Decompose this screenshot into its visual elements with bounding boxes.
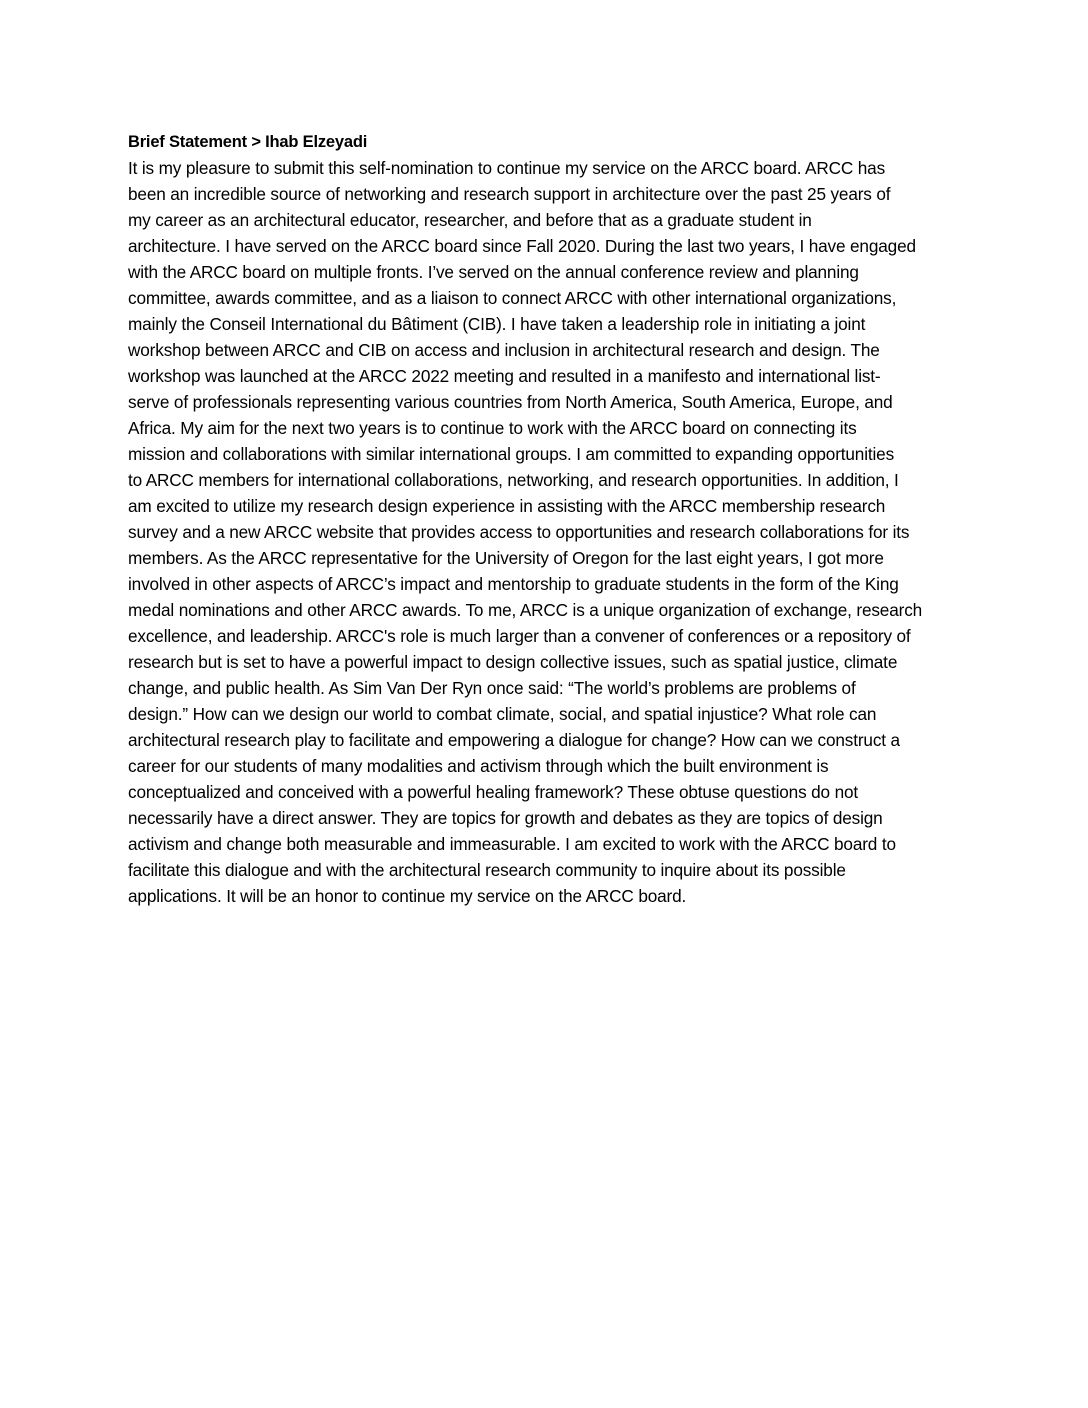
body-line: change, and public health. As Sim Van Der Ryn once said: “The world’s problems are problems of xyxy=(128,678,856,698)
statement-block xyxy=(128,129,1044,909)
body-line: architecture. I have served on the ARCC board since Fall 2020. During the last two years, I have engaged xyxy=(128,236,916,256)
body-line: medal nominations and other ARCC awards. To me, ARCC is a unique organization of exchange, research xyxy=(128,600,923,620)
body-line: research but is set to have a powerful impact to design collective issues, such as spatial justice, climate xyxy=(128,652,898,672)
body-line: serve of professionals representing various countries from North America, South America, Europe, and xyxy=(128,392,893,412)
statement-body xyxy=(128,155,1044,909)
body-line: been an incredible source of networking and research support in architecture over the past 25 years of xyxy=(128,184,891,204)
body-line: with the ARCC board on multiple fronts. I’ve served on the annual conference review and planning xyxy=(128,262,859,282)
body-line: excellence, and leadership. ARCC's role is much larger than a convener of conferences or a repository of xyxy=(128,626,911,646)
body-line: career for our students of many modalities and activism through which the built environment is xyxy=(128,756,829,776)
body-line: my career as an architectural educator, researcher, and before that as a graduate student in xyxy=(128,210,812,230)
body-line: workshop was launched at the ARCC 2022 meeting and resulted in a manifesto and international list- xyxy=(128,366,881,386)
body-line: am excited to utilize my research design experience in assisting with the ARCC membership research xyxy=(128,496,886,516)
body-line: members. As the ARCC representative for the University of Oregon for the last eight years, I got more xyxy=(128,548,884,568)
body-line: necessarily have a direct answer. They are topics for growth and debates as they are topics of design xyxy=(128,808,883,828)
body-line: conceptualized and conceived with a powerful healing framework? These obtuse questions do not xyxy=(128,782,859,802)
body-line: design.” How can we design our world to combat climate, social, and spatial injustice? What role can xyxy=(128,704,877,724)
body-line: survey and a new ARCC website that provides access to opportunities and research collaborations for its xyxy=(128,522,910,542)
body-line: to ARCC members for international collaborations, networking, and research opportunities. In addition, I xyxy=(128,470,899,490)
body-line: activism and change both measurable and immeasurable. I am excited to work with the ARCC board to xyxy=(128,834,896,854)
body-line: Africa. My aim for the next two years is to continue to work with the ARCC board on connecting its xyxy=(128,418,857,438)
statement-heading: Brief Statement > Ihab Elzeyadi xyxy=(128,133,368,151)
body-line: facilitate this dialogue and with the architectural research community to inquire about its possible xyxy=(128,860,846,880)
body-line: involved in other aspects of ARCC’s impact and mentorship to graduate students in the form of the King xyxy=(128,574,899,594)
body-line: workshop between ARCC and CIB on access and inclusion in architectural research and design. The xyxy=(128,340,880,360)
body-line: committee, awards committee, and as a liaison to connect ARCC with other international organizations, xyxy=(128,288,897,308)
body-line: applications. It will be an honor to continue my service on the ARCC board. xyxy=(128,886,687,906)
body-line: It is my pleasure to submit this self-nomination to continue my service on the ARCC board. ARCC has xyxy=(128,158,886,178)
body-line: mainly the Conseil International du Bâtiment (CIB). I have taken a leadership role in initiating a joint xyxy=(128,314,866,334)
body-line: architectural research play to facilitate and empowering a dialogue for change? How can we construct a xyxy=(128,730,900,750)
body-line: mission and collaborations with similar international groups. I am committed to expanding opportunities xyxy=(128,444,895,464)
